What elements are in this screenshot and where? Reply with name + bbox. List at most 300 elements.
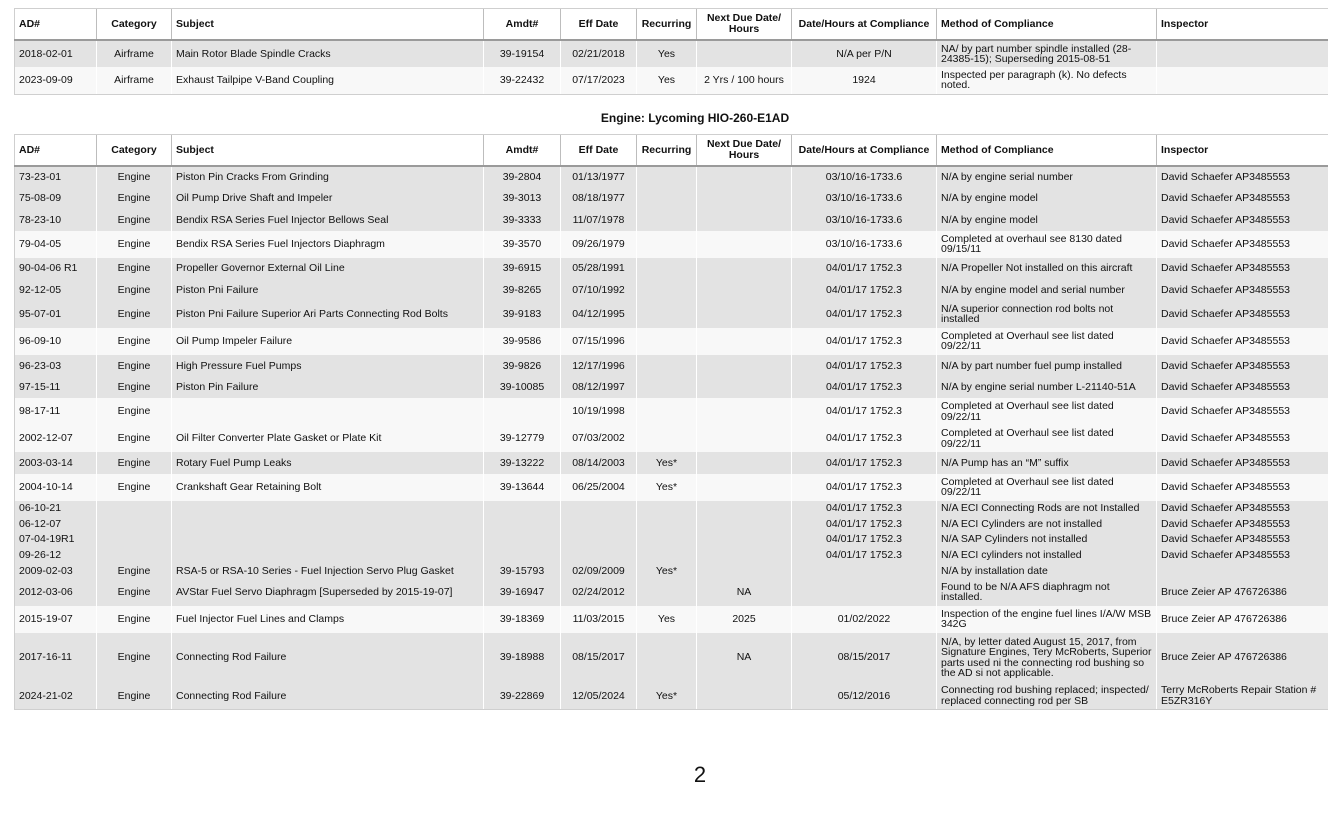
cell-recurring: Yes (637, 67, 697, 94)
cell-recurring (637, 425, 697, 452)
cell-category: Engine (97, 563, 172, 579)
cell-category (97, 532, 172, 548)
cell-next-due (697, 532, 792, 548)
cell-subject: High Pressure Fuel Pumps (172, 355, 484, 377)
cell-next-due (697, 258, 792, 280)
airframe-header-recurring: Recurring (637, 9, 697, 41)
cell-category (97, 501, 172, 517)
cell-eff-date: 02/24/2012 (561, 579, 637, 606)
airframe-header-category: Category (97, 9, 172, 41)
cell-subject: Piston Pni Failure (172, 279, 484, 301)
table-row (15, 683, 1328, 710)
cell-subject: Piston Pin Cracks From Grinding (172, 166, 484, 188)
cell-ad-number: 2024-21-02 (15, 683, 97, 710)
cell-method: Inspection of the engine fuel lines I/A/W MSB 342G (937, 606, 1157, 633)
cell-amendment: 39-9586 (484, 328, 561, 355)
cell-method: N/A by engine serial number (937, 166, 1157, 188)
cell-subject (172, 532, 484, 548)
cell-compliance-date: N/A per P/N (792, 40, 937, 67)
cell-recurring: Yes* (637, 563, 697, 579)
table-row (15, 548, 1328, 564)
cell-method: NA/ by part number spindle installed (28-24385-15); Superseding 2015-08-51 (937, 40, 1157, 67)
cell-recurring: Yes* (637, 683, 697, 710)
cell-ad-number: 2017-16-11 (15, 633, 97, 683)
cell-recurring (637, 328, 697, 355)
cell-subject: Piston Pni Failure Superior Ari Parts Connecting Rod Bolts (172, 301, 484, 328)
cell-eff-date: 12/05/2024 (561, 683, 637, 710)
engine-header-method: Method of Compliance (937, 135, 1157, 167)
cell-compliance-date: 05/12/2016 (792, 683, 937, 710)
cell-recurring (637, 258, 697, 280)
cell-method: Completed at Overhaul see list dated 09/22/11 (937, 474, 1157, 501)
cell-next-due (697, 279, 792, 301)
table-row (15, 398, 1328, 425)
table-row (15, 501, 1328, 517)
airframe-rows (15, 40, 1328, 94)
cell-category: Engine (97, 579, 172, 606)
cell-recurring (637, 532, 697, 548)
cell-method: N/A by engine serial number L-21140-51A (937, 377, 1157, 399)
cell-compliance-date: 01/02/2022 (792, 606, 937, 633)
table-row (15, 532, 1328, 548)
cell-next-due (697, 398, 792, 425)
cell-inspector (1157, 67, 1328, 94)
cell-compliance-date: 04/01/17 1752.3 (792, 328, 937, 355)
cell-subject: Main Rotor Blade Spindle Cracks (172, 40, 484, 67)
cell-eff-date: 08/18/1977 (561, 188, 637, 210)
cell-amendment: 39-16947 (484, 579, 561, 606)
engine-header-next-due: Next Due Date/ Hours (697, 135, 792, 167)
cell-subject: Connecting Rod Failure (172, 633, 484, 683)
cell-amendment: 39-22869 (484, 683, 561, 710)
cell-category: Engine (97, 209, 172, 231)
airframe-ad-table (14, 8, 1328, 95)
cell-inspector (1157, 563, 1328, 579)
cell-amendment: 39-2804 (484, 166, 561, 188)
engine-ad-table (14, 134, 1328, 710)
cell-method: N/A ECI cylinders not installed (937, 548, 1157, 564)
cell-amendment: 39-12779 (484, 425, 561, 452)
cell-category (97, 516, 172, 532)
table-row (15, 209, 1328, 231)
airframe-header-ad-number: AD# (15, 9, 97, 41)
cell-amendment: 39-13222 (484, 452, 561, 474)
cell-subject: RSA-5 or RSA-10 Series - Fuel Injection Servo Plug Gasket (172, 563, 484, 579)
cell-subject: Propeller Governor External Oil Line (172, 258, 484, 280)
cell-amendment: 39-3013 (484, 188, 561, 210)
cell-recurring (637, 377, 697, 399)
cell-method: N/A Propeller Not installed on this aircraft (937, 258, 1157, 280)
table-row (15, 452, 1328, 474)
engine-section-title: Engine: Lycoming HIO-260-E1AD (600, 111, 790, 125)
cell-eff-date: 07/03/2002 (561, 425, 637, 452)
cell-compliance-date: 03/10/16-1733.6 (792, 188, 937, 210)
cell-amendment: 39-9826 (484, 355, 561, 377)
cell-amendment: 39-6915 (484, 258, 561, 280)
cell-inspector: David Schaefer AP3485553 (1157, 532, 1328, 548)
cell-method: N/A by part number fuel pump installed (937, 355, 1157, 377)
cell-category: Airframe (97, 67, 172, 94)
table-row (15, 474, 1328, 501)
cell-category: Engine (97, 606, 172, 633)
airframe-header-row (15, 9, 1328, 41)
engine-header-compliance-date: Date/Hours at Compliance (792, 135, 937, 167)
cell-inspector: David Schaefer AP3485553 (1157, 425, 1328, 452)
cell-subject: Bendix RSA Series Fuel Injector Bellows Seal (172, 209, 484, 231)
cell-method: N/A by installation date (937, 563, 1157, 579)
airframe-header-inspector: Inspector (1157, 9, 1328, 41)
cell-inspector: David Schaefer AP3485553 (1157, 474, 1328, 501)
cell-recurring: Yes (637, 606, 697, 633)
cell-subject: Fuel Injector Fuel Lines and Clamps (172, 606, 484, 633)
cell-recurring (637, 516, 697, 532)
cell-category: Engine (97, 258, 172, 280)
cell-category: Engine (97, 398, 172, 425)
cell-compliance-date: 04/01/17 1752.3 (792, 301, 937, 328)
cell-method: N/A superior connection rod bolts not installed (937, 301, 1157, 328)
cell-inspector: David Schaefer AP3485553 (1157, 377, 1328, 399)
cell-eff-date (561, 548, 637, 564)
cell-subject: Bendix RSA Series Fuel Injectors Diaphragm (172, 231, 484, 258)
cell-eff-date: 11/07/1978 (561, 209, 637, 231)
cell-subject: Oil Pump Impeler Failure (172, 328, 484, 355)
engine-header-ad-number: AD# (15, 135, 97, 167)
cell-eff-date (561, 532, 637, 548)
cell-ad-number: 09-26-12 (15, 548, 97, 564)
engine-header-amendment: Amdt# (484, 135, 561, 167)
cell-ad-number: 96-23-03 (15, 355, 97, 377)
cell-amendment (484, 516, 561, 532)
airframe-header-method: Method of Compliance (937, 9, 1157, 41)
cell-method: N/A by engine model (937, 188, 1157, 210)
cell-recurring (637, 301, 697, 328)
cell-ad-number: 92-12-05 (15, 279, 97, 301)
cell-subject: Connecting Rod Failure (172, 683, 484, 710)
cell-compliance-date: 04/01/17 1752.3 (792, 377, 937, 399)
cell-amendment (484, 548, 561, 564)
cell-compliance-date: 03/10/16-1733.6 (792, 166, 937, 188)
cell-inspector: David Schaefer AP3485553 (1157, 398, 1328, 425)
cell-inspector: Bruce Zeier AP 476726386 (1157, 579, 1328, 606)
cell-amendment: 39-9183 (484, 301, 561, 328)
table-row (15, 279, 1328, 301)
cell-ad-number: 78-23-10 (15, 209, 97, 231)
cell-amendment: 39-13644 (484, 474, 561, 501)
cell-subject: Exhaust Tailpipe V-Band Coupling (172, 67, 484, 94)
cell-category: Engine (97, 683, 172, 710)
cell-compliance-date: 04/01/17 1752.3 (792, 355, 937, 377)
cell-ad-number: 98-17-11 (15, 398, 97, 425)
cell-compliance-date (792, 579, 937, 606)
airframe-header-amendment: Amdt# (484, 9, 561, 41)
cell-next-due (697, 328, 792, 355)
cell-eff-date: 06/25/2004 (561, 474, 637, 501)
cell-recurring (637, 355, 697, 377)
cell-compliance-date: 08/15/2017 (792, 633, 937, 683)
cell-method: N/A, by letter dated August 15, 2017, from Signature Engines, Tery McRoberts, Superior parts used ni the connecting rod bushing so the AD si not applicable. (937, 633, 1157, 683)
cell-category: Engine (97, 355, 172, 377)
cell-next-due (697, 188, 792, 210)
cell-method: Found to be N/A AFS diaphragm not installed. (937, 579, 1157, 606)
cell-category: Engine (97, 231, 172, 258)
cell-method: N/A ECI Connecting Rods are not Installed (937, 501, 1157, 517)
cell-recurring (637, 279, 697, 301)
airframe-header-compliance-date: Date/Hours at Compliance (792, 9, 937, 41)
cell-compliance-date: 04/01/17 1752.3 (792, 548, 937, 564)
table-row (15, 633, 1328, 683)
cell-compliance-date: 04/01/17 1752.3 (792, 279, 937, 301)
cell-ad-number: 79-04-05 (15, 231, 97, 258)
table-row (15, 606, 1328, 633)
cell-ad-number: 2002-12-07 (15, 425, 97, 452)
cell-inspector: David Schaefer AP3485553 (1157, 166, 1328, 188)
cell-eff-date (561, 501, 637, 517)
cell-method: Completed at overhaul see 8130 dated 09/15/11 (937, 231, 1157, 258)
cell-next-due (697, 40, 792, 67)
cell-method: N/A by engine model and serial number (937, 279, 1157, 301)
cell-recurring: Yes* (637, 452, 697, 474)
engine-header-recurring: Recurring (637, 135, 697, 167)
engine-header-row (15, 135, 1328, 167)
cell-next-due (697, 452, 792, 474)
table-row (15, 301, 1328, 328)
cell-amendment: 39-18988 (484, 633, 561, 683)
cell-inspector: David Schaefer AP3485553 (1157, 452, 1328, 474)
cell-ad-number: 2012-03-06 (15, 579, 97, 606)
cell-amendment (484, 532, 561, 548)
cell-category: Engine (97, 425, 172, 452)
cell-category: Engine (97, 474, 172, 501)
cell-ad-number: 2003-03-14 (15, 452, 97, 474)
cell-ad-number: 97-15-11 (15, 377, 97, 399)
table-row (15, 377, 1328, 399)
cell-eff-date (561, 516, 637, 532)
cell-next-due: 2025 (697, 606, 792, 633)
cell-inspector: David Schaefer AP3485553 (1157, 301, 1328, 328)
airframe-header-eff-date: Eff Date (561, 9, 637, 41)
cell-next-due (697, 516, 792, 532)
cell-category: Engine (97, 279, 172, 301)
cell-inspector (1157, 40, 1328, 67)
engine-header-inspector: Inspector (1157, 135, 1328, 167)
cell-inspector: David Schaefer AP3485553 (1157, 258, 1328, 280)
cell-eff-date: 09/26/1979 (561, 231, 637, 258)
cell-inspector: David Schaefer AP3485553 (1157, 209, 1328, 231)
cell-category: Engine (97, 188, 172, 210)
cell-method: N/A SAP Cylinders not installed (937, 532, 1157, 548)
cell-next-due (697, 548, 792, 564)
cell-method: Inspected per paragraph (k). No defects noted. (937, 67, 1157, 94)
cell-method: Completed at Overhaul see list dated 09/22/11 (937, 398, 1157, 425)
cell-subject (172, 501, 484, 517)
cell-recurring (637, 166, 697, 188)
cell-compliance-date: 04/01/17 1752.3 (792, 474, 937, 501)
cell-inspector: David Schaefer AP3485553 (1157, 231, 1328, 258)
cell-inspector: David Schaefer AP3485553 (1157, 328, 1328, 355)
cell-method: Connecting rod bushing replaced; inspected/ replaced connecting rod per SB (937, 683, 1157, 710)
cell-inspector: Bruce Zeier AP 476726386 (1157, 633, 1328, 683)
cell-compliance-date: 03/10/16-1733.6 (792, 209, 937, 231)
cell-inspector: David Schaefer AP3485553 (1157, 279, 1328, 301)
cell-recurring (637, 501, 697, 517)
cell-next-due (697, 301, 792, 328)
cell-next-due (697, 166, 792, 188)
cell-eff-date: 07/17/2023 (561, 67, 637, 94)
cell-ad-number: 2009-02-03 (15, 563, 97, 579)
cell-amendment: 39-10085 (484, 377, 561, 399)
cell-eff-date: 11/03/2015 (561, 606, 637, 633)
cell-subject: Crankshaft Gear Retaining Bolt (172, 474, 484, 501)
cell-next-due (697, 425, 792, 452)
cell-subject (172, 398, 484, 425)
cell-method: Completed at Overhaul see list dated 09/22/11 (937, 328, 1157, 355)
cell-amendment (484, 501, 561, 517)
page-number: 2 (693, 762, 707, 787)
cell-compliance-date: 1924 (792, 67, 937, 94)
cell-compliance-date (792, 563, 937, 579)
cell-category: Airframe (97, 40, 172, 67)
cell-ad-number: 2015-19-07 (15, 606, 97, 633)
cell-compliance-date: 04/01/17 1752.3 (792, 258, 937, 280)
cell-subject: Rotary Fuel Pump Leaks (172, 452, 484, 474)
cell-method: N/A Pump has an “M” suffix (937, 452, 1157, 474)
cell-eff-date: 10/19/1998 (561, 398, 637, 425)
table-row (15, 355, 1328, 377)
cell-ad-number: 96-09-10 (15, 328, 97, 355)
cell-next-due (697, 377, 792, 399)
engine-rows (15, 166, 1328, 710)
cell-category: Engine (97, 301, 172, 328)
cell-ad-number: 2018-02-01 (15, 40, 97, 67)
cell-recurring (637, 548, 697, 564)
cell-method: N/A by engine model (937, 209, 1157, 231)
cell-eff-date: 05/28/1991 (561, 258, 637, 280)
cell-ad-number: 73-23-01 (15, 166, 97, 188)
engine-header-subject: Subject (172, 135, 484, 167)
table-row (15, 563, 1328, 579)
cell-eff-date: 07/10/1992 (561, 279, 637, 301)
table-row (15, 516, 1328, 532)
cell-amendment: 39-18369 (484, 606, 561, 633)
cell-next-due: NA (697, 579, 792, 606)
cell-inspector: David Schaefer AP3485553 (1157, 355, 1328, 377)
cell-recurring: Yes* (637, 474, 697, 501)
engine-header-category: Category (97, 135, 172, 167)
cell-ad-number: 95-07-01 (15, 301, 97, 328)
cell-recurring (637, 398, 697, 425)
table-row (15, 328, 1328, 355)
cell-method: Completed at Overhaul see list dated 09/22/11 (937, 425, 1157, 452)
cell-amendment: 39-3333 (484, 209, 561, 231)
table-row (15, 231, 1328, 258)
cell-eff-date: 08/15/2017 (561, 633, 637, 683)
cell-eff-date: 02/21/2018 (561, 40, 637, 67)
cell-subject: Oil Filter Converter Plate Gasket or Plate Kit (172, 425, 484, 452)
table-row (15, 40, 1328, 67)
cell-compliance-date: 04/01/17 1752.3 (792, 425, 937, 452)
cell-compliance-date: 04/01/17 1752.3 (792, 452, 937, 474)
cell-eff-date: 08/12/1997 (561, 377, 637, 399)
cell-compliance-date: 03/10/16-1733.6 (792, 231, 937, 258)
cell-category: Engine (97, 633, 172, 683)
cell-compliance-date: 04/01/17 1752.3 (792, 516, 937, 532)
cell-inspector: David Schaefer AP3485553 (1157, 548, 1328, 564)
cell-next-due (697, 563, 792, 579)
cell-eff-date: 07/15/1996 (561, 328, 637, 355)
cell-ad-number: 06-10-21 (15, 501, 97, 517)
cell-compliance-date: 04/01/17 1752.3 (792, 398, 937, 425)
cell-next-due (697, 355, 792, 377)
cell-ad-number: 07-04-19R1 (15, 532, 97, 548)
cell-inspector: David Schaefer AP3485553 (1157, 516, 1328, 532)
cell-ad-number: 06-12-07 (15, 516, 97, 532)
cell-eff-date: 04/12/1995 (561, 301, 637, 328)
cell-category: Engine (97, 166, 172, 188)
cell-category (97, 548, 172, 564)
table-row (15, 166, 1328, 188)
cell-recurring (637, 188, 697, 210)
cell-recurring (637, 579, 697, 606)
cell-inspector: David Schaefer AP3485553 (1157, 188, 1328, 210)
cell-amendment: 39-8265 (484, 279, 561, 301)
airframe-header-next-due: Next Due Date/ Hours (697, 9, 792, 41)
table-row (15, 258, 1328, 280)
engine-header-eff-date: Eff Date (561, 135, 637, 167)
cell-category: Engine (97, 328, 172, 355)
cell-next-due (697, 683, 792, 710)
cell-amendment: 39-15793 (484, 563, 561, 579)
cell-inspector: David Schaefer AP3485553 (1157, 501, 1328, 517)
cell-amendment: 39-3570 (484, 231, 561, 258)
cell-amendment: 39-22432 (484, 67, 561, 94)
cell-category: Engine (97, 452, 172, 474)
cell-compliance-date: 04/01/17 1752.3 (792, 501, 937, 517)
cell-amendment (484, 398, 561, 425)
cell-recurring (637, 231, 697, 258)
cell-recurring: Yes (637, 40, 697, 67)
airframe-header-subject: Subject (172, 9, 484, 41)
cell-eff-date: 01/13/1977 (561, 166, 637, 188)
table-row (15, 67, 1328, 94)
cell-subject: Piston Pin Failure (172, 377, 484, 399)
cell-next-due: NA (697, 633, 792, 683)
cell-ad-number: 90-04-06 R1 (15, 258, 97, 280)
cell-subject: AVStar Fuel Servo Diaphragm [Superseded by 2015-19-07] (172, 579, 484, 606)
cell-next-due: 2 Yrs / 100 hours (697, 67, 792, 94)
cell-recurring (637, 209, 697, 231)
cell-method: N/A ECI Cylinders are not installed (937, 516, 1157, 532)
cell-inspector: Bruce Zeier AP 476726386 (1157, 606, 1328, 633)
cell-ad-number: 75-08-09 (15, 188, 97, 210)
table-row (15, 579, 1328, 606)
cell-recurring (637, 633, 697, 683)
cell-next-due (697, 474, 792, 501)
table-row (15, 188, 1328, 210)
cell-next-due (697, 209, 792, 231)
cell-amendment: 39-19154 (484, 40, 561, 67)
table-row (15, 425, 1328, 452)
cell-next-due (697, 501, 792, 517)
cell-compliance-date: 04/01/17 1752.3 (792, 532, 937, 548)
cell-next-due (697, 231, 792, 258)
cell-ad-number: 2004-10-14 (15, 474, 97, 501)
cell-subject (172, 548, 484, 564)
cell-eff-date: 12/17/1996 (561, 355, 637, 377)
cell-ad-number: 2023-09-09 (15, 67, 97, 94)
cell-subject (172, 516, 484, 532)
cell-category: Engine (97, 377, 172, 399)
cell-eff-date: 02/09/2009 (561, 563, 637, 579)
